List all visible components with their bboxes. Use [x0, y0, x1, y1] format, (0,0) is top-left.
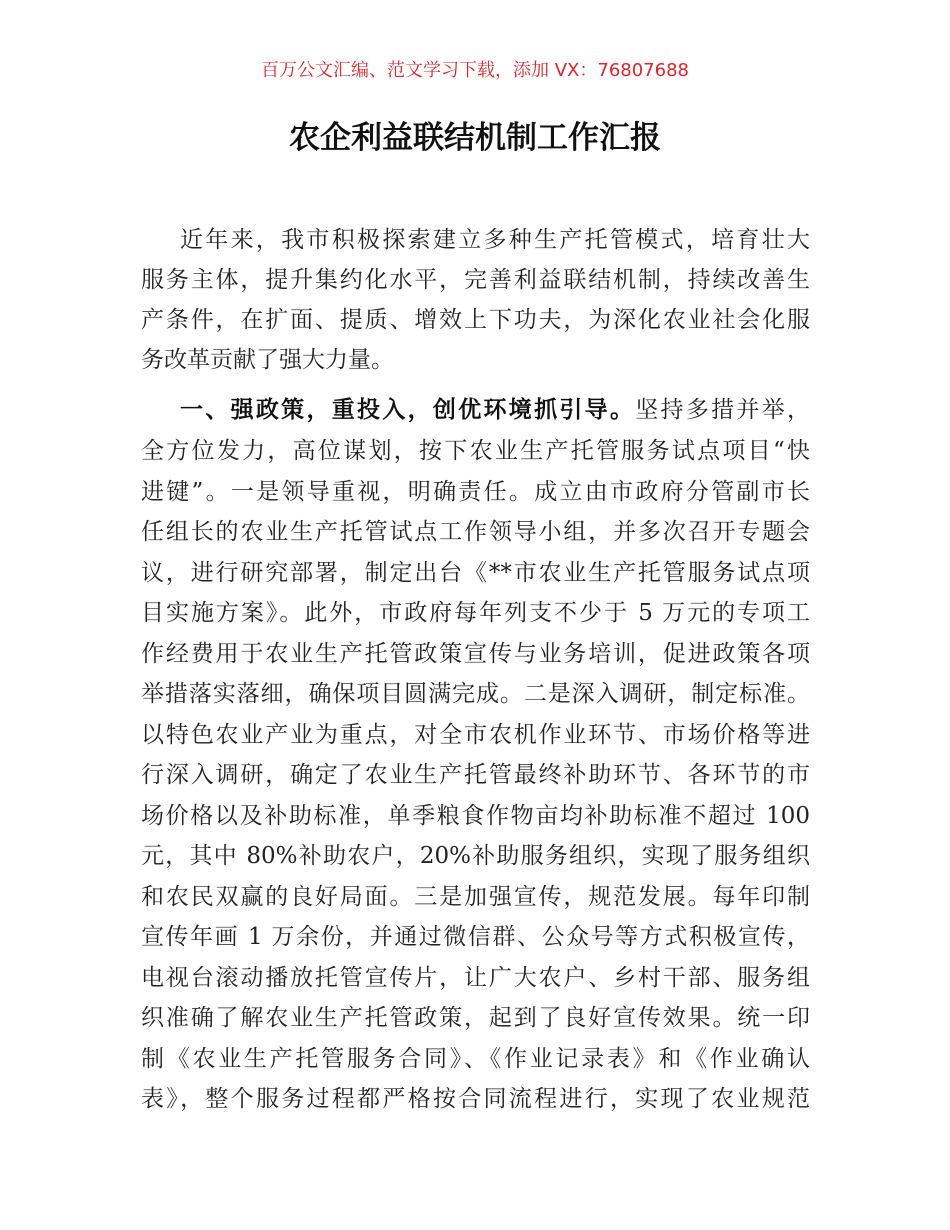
- paragraph-line: 表》，整个服务过程都严格按合同流程进行，实现了农业规范: [141, 1086, 810, 1112]
- paragraph-line: 宣传年画 1 万余份，并通过微信群、公众号等方式积极宣传，: [141, 924, 810, 950]
- paragraph-line: 举措落实落细，确保项目圆满完成。二是深入调研，制定标准。: [141, 681, 810, 707]
- section-heading: 一、强政策，重投入，创优环境抓引导。: [180, 396, 636, 423]
- paragraph-line: 任组长的农业生产托管试点工作领导小组，并多次召开专题会: [141, 519, 810, 545]
- watermark-banner: 百万公文汇编、范文学习下载，添加 VX：76807688: [261, 60, 689, 81]
- paragraph-line: [180, 395, 810, 425]
- paragraph-line: 议，进行研究部署，制定出台《**市农业生产托管服务试点项: [141, 559, 810, 586]
- paragraph-line: 织准确了解农业生产托管政策，起到了良好宣传效果。统一印: [141, 1005, 810, 1031]
- paragraph-line: 制《农业生产托管服务合同》、《作业记录表》和《作业确认: [141, 1045, 810, 1072]
- paragraph-line: 电视台滚动播放托管宣传片，让广大农户、乡村干部、服务组: [141, 964, 810, 991]
- paragraph-line: 务改革贡献了强大力量。: [141, 347, 394, 373]
- paragraph-line: 和农民双赢的良好局面。三是加强宣传，规范发展。每年印制: [141, 883, 810, 910]
- paragraph-line: 行深入调研，确定了农业生产托管最终补助环节、各环节的市: [141, 762, 810, 788]
- paragraph-line: 作经费用于农业生产托管政策宣传与业务培训，促进政策各项: [141, 640, 810, 667]
- paragraph-line: 服务主体，提升集约化水平，完善利益联结机制，持续改善生: [141, 267, 810, 293]
- paragraph-line: 场价格以及补助标准，单季粮食作物亩均补助标准不超过 100: [141, 802, 810, 829]
- paragraph-line: 产条件，在扩面、提质、增效上下功夫，为深化农业社会化服: [141, 307, 810, 333]
- paragraph-line: 近年来，我市积极探索建立多种生产托管模式，培育壮大: [180, 227, 810, 253]
- paragraph-line: 以特色农业产业为重点，对全市农机作业环节、市场价格等进: [141, 721, 810, 748]
- paragraph-line: 全方位发力，高位谋划，按下农业生产托管服务试点项目“快: [141, 438, 810, 464]
- paragraph-line: 元，其中 80%补助农户，20%补助服务组织，实现了服务组织: [141, 843, 810, 869]
- document-title: 农企利益联结机制工作汇报: [289, 120, 661, 156]
- paragraph-text: 坚持多措并举，: [635, 397, 811, 423]
- paragraph-line: 进键”。一是领导重视，明确责任。成立由市政府分管副市长: [141, 478, 810, 505]
- paragraph-line: 目实施方案》。此外，市政府每年列支不少于 5 万元的专项工: [141, 600, 810, 626]
